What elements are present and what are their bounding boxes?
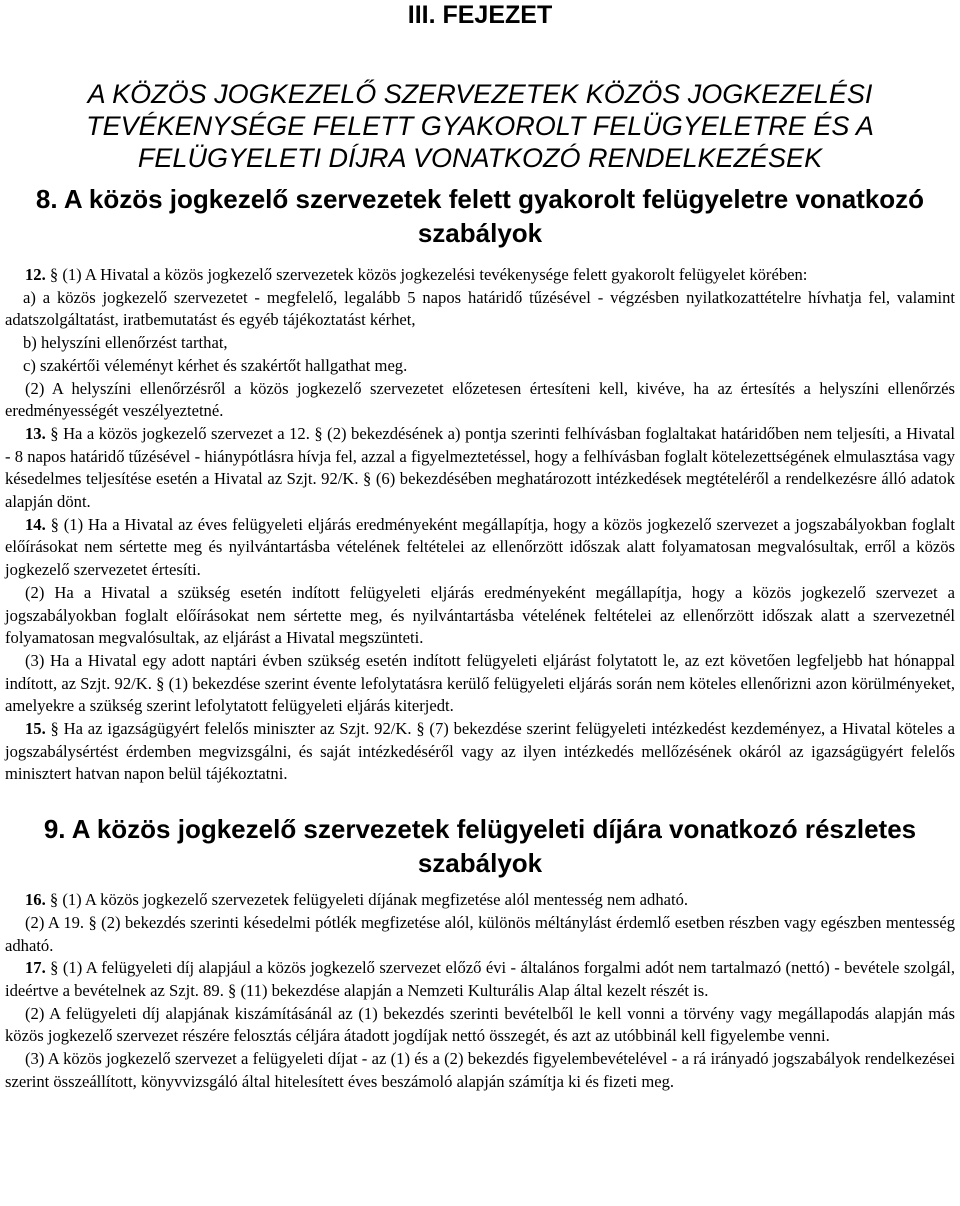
paragraph-12-b: b) helyszíni ellenőrzést tarthat, — [23, 333, 228, 353]
paragraph-14 — [5, 514, 955, 582]
paragraph-14-2: (2) Ha a Hivatal a szükség esetén indított felügyeleti eljárás eredményeként megállapítja, hogy a közös jogkezelő szervezet a jogszabályokban foglalt előírásokat nem sértette meg, és nyilvántartásba vételének feltételei az ellenőrzött időszak alatt a szervezetnél folyamatosan megvalósultak, az eljárást a Hivatal megszünteti. — [5, 582, 955, 648]
paragraph-text: § Ha az igazságügyért felelős miniszter az Szjt. 92/K. § (7) bekezdése szerint felügyeleti intézkedést kezdeményez, a Hivatal köteles a jogszabálysértést érdemben megvizsgálni, és saját intézkedéséről vagy az ilyen intézkedés mellőzésének okáról az igazságügyért felelős minisztert hatvan napon belül tájékoztatni. — [5, 719, 955, 784]
paragraph-text: § Ha a közös jogkezelő szervezet a 12. § (2) bekezdésének a) pontja szerinti felhívásban foglaltakat határidőben nem teljesíti, a Hivatal - 8 napos határidő tűzésével - hiánypótlásra hívja fel, azzal a figyelmeztetéssel, hogy a felhívásban foglalt kötelezettségének elmulasztása vagy késedelmes teljesítése esetén a Hivatal az Szjt. 92/K. § (6) bekezdésében meghatározott intézkedések megtételéről a rendelkezésre álló adatok alapján dönt. — [5, 423, 955, 512]
paragraph-12-c: c) szakértői véleményt kérhet és szakértőt hallgathat meg. — [23, 355, 408, 375]
paragraph-12-a: a) a közös jogkezelő szervezetet - megfelelő, legalább 5 napos határidő tűzésével - végzésben nyilatkozattételre hívhatja fel, valamint adatszolgáltatást, iratbemutatást és egyéb tájékoztatást kérhet, — [5, 287, 955, 330]
paragraph-16 — [5, 889, 955, 912]
section-9-title: 9. A közös jogkezelő szervezetek felügyeleti díjára vonatkozó részletes szabályok — [43, 814, 917, 879]
paragraph-text: § (1) A felügyeleti díj alapjául a közös jogkezelő szervezet előző évi - általános forgalmi adót nem tartalmazó (nettó) - bevétele szolgál, ideértve a bevételnek az Szjt. 89. § (11) bekezdése alapján a Nemzeti Kulturális Alap által kezelt részét is. — [5, 958, 955, 1000]
paragraph-16-2: (2) A 19. § (2) bekezdés szerinti késedelmi pótlék megfizetése alól, különös méltánylást érdemlő esetben részben vagy egészben mentesség adható. — [5, 912, 955, 955]
chapter-subtitle-line: FELÜGYELETI DÍJRA VONATKOZÓ RENDELKEZÉSEK — [137, 143, 823, 173]
paragraph-12-2: (2) A helyszíni ellenőrzésről a közös jogkezelő szervezetet előzetesen értesíteni kell, kivéve, ha az értesítés a helyszíni ellenőrzés eredményességét veszélyeztetné. — [5, 378, 955, 421]
paragraph-13 — [5, 423, 955, 514]
paragraph-number: 16. — [25, 890, 46, 910]
paragraph-17-2: (2) A felügyeleti díj alapjának kiszámításánál az (1) bekezdés szerinti bevételből le kell vonni a törvény vagy megállapodás alapján más közös jogkezelő szervezet részére felosztás céljára átadott jogdíjak nettó összegét, és azt az utóbbinál kell figyelembe venni. — [5, 1003, 955, 1046]
paragraph-12 — [5, 264, 955, 287]
paragraph-text: § (1) A Hivatal a közös jogkezelő szervezetek közös jogkezelési tevékenysége felett gyakorolt felügyelet körében: — [45, 265, 808, 284]
chapter-heading: III. FEJEZET — [407, 1, 553, 29]
chapter-subtitle-line: TEVÉKENYSÉGE FELETT GYAKOROLT FELÜGYELETRE ÉS A — [86, 111, 874, 141]
paragraph-17 — [5, 957, 955, 1002]
paragraph-number: 13. — [25, 423, 46, 443]
chapter-subtitle-line: A KÖZÖS JOGKEZELŐ SZERVEZETEK KÖZÖS JOGKEZELÉSI — [87, 79, 873, 109]
paragraph-number: 15. — [25, 719, 46, 739]
paragraph-14-3: (3) Ha a Hivatal egy adott naptári évben szükség esetén indított felügyeleti eljárást folytatott le, az ezt követően legfeljebb hat hónappal indított, az Szjt. 92/K. § (1) bekezdése szerint évente lefolytatásra kerülő felügyeleti eljárás során nem köteles ellenőrizni azon körülményeket, amelyekre a szükség szerint lefolytatott felügyeleti eljárás kiterjedt. — [5, 650, 955, 716]
chapter-subtitle — [5, 78, 955, 174]
paragraph-17-3: (3) A közös jogkezelő szervezet a felügyeleti díjat - az (1) és a (2) bekezdés figyelembevételével - a rá irányadó jogszabályok rendelkezései szerint összeállított, könyvvizsgáló által hitelesített éves beszámoló alapján számítja ki és fizeti meg. — [5, 1049, 955, 1091]
section-8-title: 8. A közös jogkezelő szervezetek felett gyakorolt felügyeletre vonatkozó szabályok — [35, 184, 925, 248]
paragraph-text: § (1) A közös jogkezelő szervezetek felügyeleti díjának megfizetése alól mentesség nem adható. — [45, 890, 689, 910]
paragraph-text: § (1) Ha a Hivatal az éves felügyeleti eljárás eredményeként megállapítja, hogy a közös jogkezelő szervezet a jogszabályokban foglalt előírásokat nem sértette meg és nyilvántartásba vételének feltételei az ellenőrzött időszak alatt folyamatosan megvalósultak, erről a közös jogkezelő szervezetet értesíti. — [5, 514, 955, 580]
paragraph-number: 14. — [25, 514, 46, 534]
section-8-body — [5, 264, 955, 786]
paragraph-15 — [5, 718, 955, 786]
paragraph-number: 17. — [25, 958, 46, 978]
paragraph-number: 12. — [25, 265, 46, 284]
section-9-body — [5, 889, 955, 1093]
